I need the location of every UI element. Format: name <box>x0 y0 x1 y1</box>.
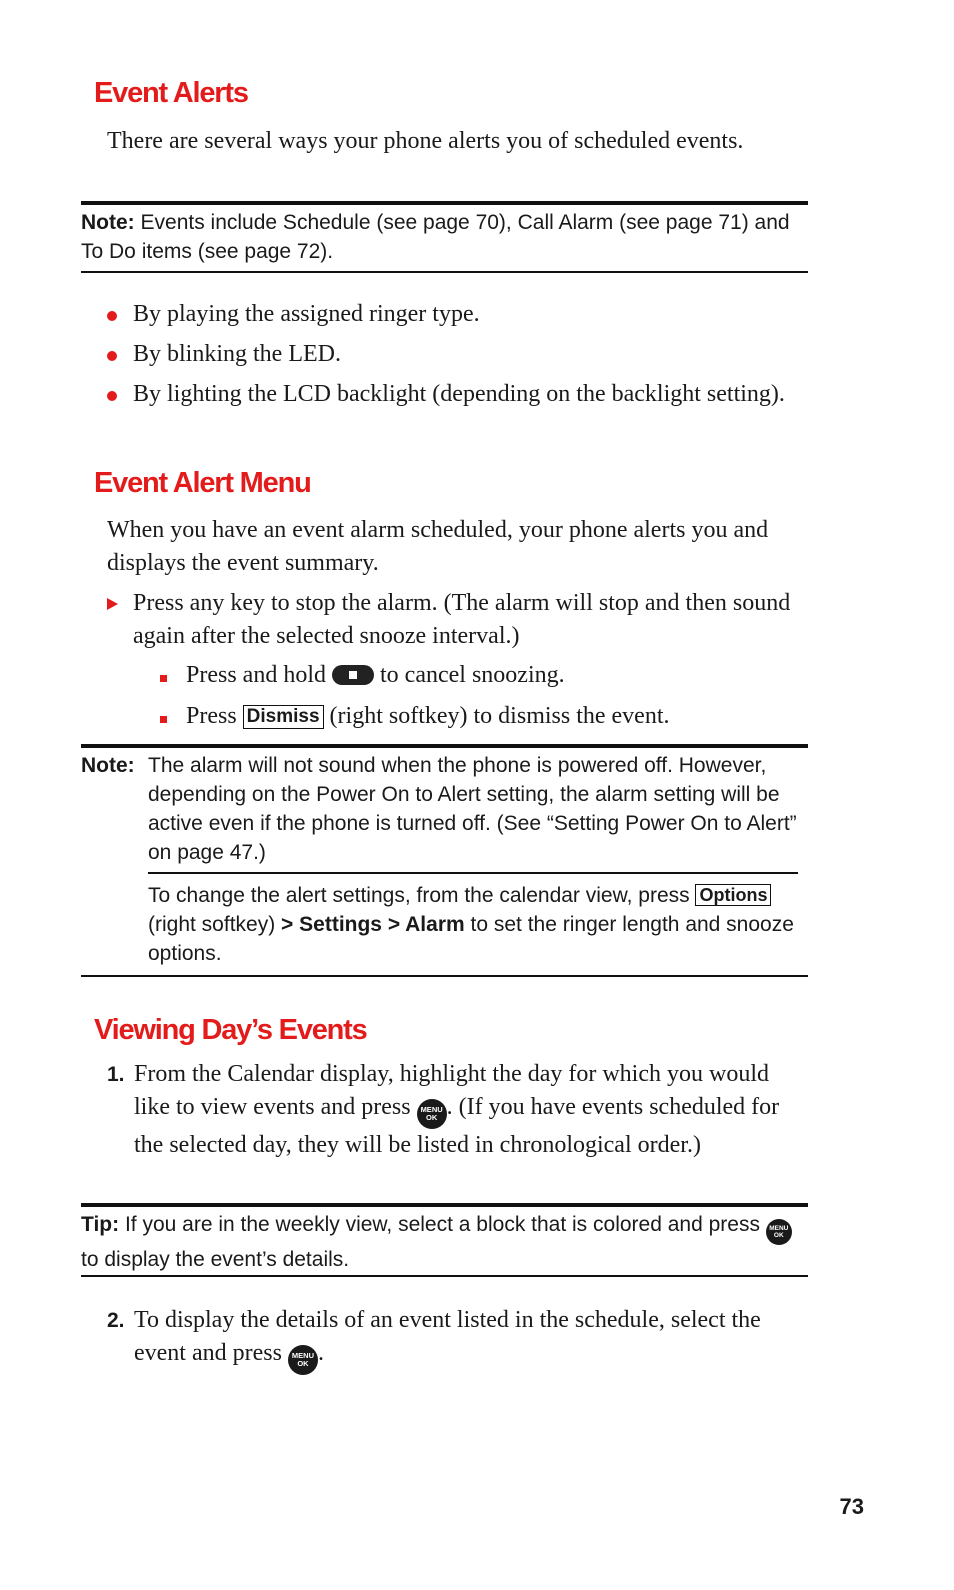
bullet-dot-icon <box>107 351 117 361</box>
tip-rule-top <box>81 1203 808 1207</box>
note-text: The alarm will not sound when the phone is powered off. However, depending on the Power On to Alert setting, the alarm setting will be active even if the phone is turned off. (See “Setting Power On to Alert” on page 47.) <box>148 754 797 864</box>
note-rule-bottom <box>81 975 808 977</box>
tip-label: Tip: <box>81 1213 120 1236</box>
step-arrow-icon <box>107 598 118 610</box>
heading-viewing-days-events: Viewing Day’s Events <box>94 1014 367 1046</box>
bullet-dot-icon <box>107 391 117 401</box>
event-alert-menu-intro: When you have an event alarm scheduled, your phone alerts you and displays the event summary. <box>107 517 769 576</box>
bullet-square-icon <box>160 675 167 682</box>
page-number: 73 <box>839 1494 864 1519</box>
list-item: By lighting the LCD backlight (depending on the backlight setting). <box>107 378 807 411</box>
list-item: 1. From the Calendar display, highlight the day for which you would like to view events and press MENU OK . (If you have events scheduled for the selected day, they will be listed in chronological order.) <box>107 1058 807 1162</box>
note-rule-top <box>81 744 808 748</box>
note-event-types <box>81 208 808 266</box>
menu-ok-key-icon: MENU OK <box>766 1219 792 1245</box>
list-item: Press and hold to cancel snoozing. <box>160 659 800 692</box>
event-alerts-intro: There are several ways your phone alerts you of scheduled events. <box>107 128 744 154</box>
list-item: 2. To display the details of an event listed in the schedule, select the event and press MENU OK . <box>107 1304 807 1375</box>
end-key-icon <box>332 665 374 685</box>
note-alarm-power <box>81 751 808 867</box>
menu-ok-key-icon: MENU OK <box>417 1099 447 1129</box>
options-softkey-label: Options <box>695 884 771 906</box>
list-item: Press Dismiss (right softkey) to dismiss the event. <box>160 700 800 733</box>
menu-path: > Settings > Alarm <box>281 913 465 936</box>
step-number: 1. <box>107 1063 125 1086</box>
note-rule-bottom <box>81 271 808 273</box>
note-label: Note: <box>81 754 135 777</box>
tip-weekly-view: Tip: If you are in the weekly view, select a block that is colored and press MENU OK to display the event’s details. <box>81 1210 808 1274</box>
note-label: Note: <box>81 211 135 234</box>
step-number: 2. <box>107 1309 125 1332</box>
heading-event-alert-menu: Event Alert Menu <box>94 467 311 499</box>
heading-event-alerts: Event Alerts <box>94 77 248 109</box>
tip-rule-bottom <box>81 1275 808 1277</box>
list-item: By blinking the LED. <box>107 338 807 371</box>
note-text: Events include Schedule (see page 70), Call Alarm (see page 71) and To Do items (see page 72). <box>81 211 790 263</box>
dismiss-softkey-label: Dismiss <box>243 705 324 729</box>
list-item: Press any key to stop the alarm. (The alarm will stop and then sound again after the selected snooze interval.) <box>107 587 807 653</box>
bullet-dot-icon <box>107 311 117 321</box>
note-rule-top <box>81 201 808 205</box>
list-item: By playing the assigned ringer type. <box>107 298 807 331</box>
note-alert-settings: To change the alert settings, from the calendar view, press Options (right softkey) > Settings > Alarm to set the ringer length and snooze options. <box>148 884 794 965</box>
bullet-square-icon <box>160 716 167 723</box>
menu-ok-key-icon: MENU OK <box>288 1345 318 1375</box>
note-inner-rule <box>148 872 798 874</box>
